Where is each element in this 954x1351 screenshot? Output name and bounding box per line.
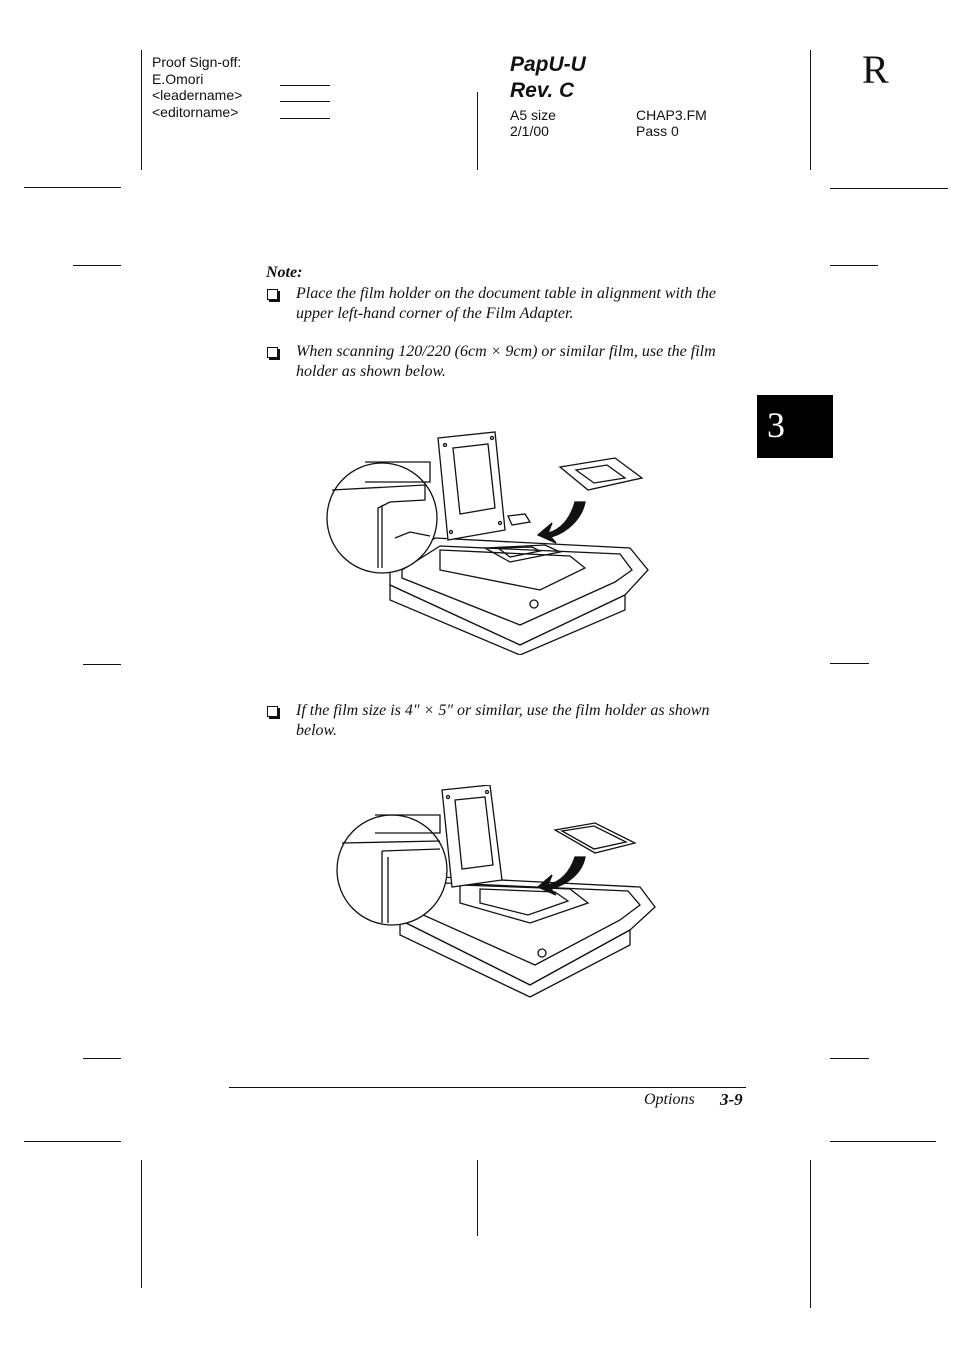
crop-mark	[830, 265, 878, 266]
crop-mark	[24, 1141, 121, 1142]
crop-mark	[477, 92, 478, 170]
crop-mark	[73, 265, 121, 266]
crop-mark	[83, 664, 121, 665]
product-title: PapU-U Rev. C	[510, 53, 586, 102]
revision-mark: R	[862, 47, 889, 92]
signoff-blank	[280, 101, 330, 102]
proof-label: Proof Sign-off:	[152, 54, 242, 70]
file-name: CHAP3.FM	[636, 107, 707, 123]
note-item: Place the film holder on the document table in alignment with the upper left-hand corner of the Film Adapter.	[296, 285, 716, 322]
page-number: 3-9	[720, 1090, 743, 1109]
crop-mark	[810, 1160, 811, 1308]
note-item: If the film size is 4″ × 5″ or similar, use the film holder as shown below.	[296, 702, 710, 739]
crop-mark	[141, 50, 142, 170]
footer-section: Options	[644, 1091, 695, 1108]
note-item: When scanning 120/220 (6cm × 9cm) or similar film, use the film holder as shown below.	[296, 343, 716, 380]
checkbox-bullet-icon	[267, 289, 278, 300]
crop-mark	[141, 1160, 142, 1288]
footer-rule	[229, 1087, 746, 1088]
crop-mark	[830, 188, 948, 189]
crop-mark	[830, 1058, 869, 1059]
scanner-film-holder-illustration	[320, 420, 660, 655]
chapter-tab: 3	[757, 395, 833, 458]
checkbox-bullet-icon	[267, 706, 278, 717]
signoff-name: <leadername>	[152, 87, 243, 103]
crop-mark	[83, 1058, 121, 1059]
scanner-4x5-holder-illustration	[330, 785, 660, 1000]
crop-mark	[477, 1160, 478, 1236]
signoff-blank	[280, 118, 330, 119]
proof-signoff	[152, 54, 242, 120]
crop-mark	[830, 1141, 936, 1142]
crop-mark	[810, 50, 811, 170]
checkbox-bullet-icon	[267, 347, 278, 358]
proof-pass: Pass 0	[636, 123, 679, 139]
crop-mark	[24, 187, 121, 188]
proof-date: 2/1/00	[510, 123, 549, 139]
note-label: Note:	[266, 264, 303, 281]
page-size: A5 size	[510, 107, 556, 123]
crop-mark	[830, 663, 869, 664]
signoff-name: E.Omori	[152, 70, 204, 87]
signoff-name: <editorname>	[152, 103, 239, 120]
signoff-blank	[280, 85, 330, 86]
